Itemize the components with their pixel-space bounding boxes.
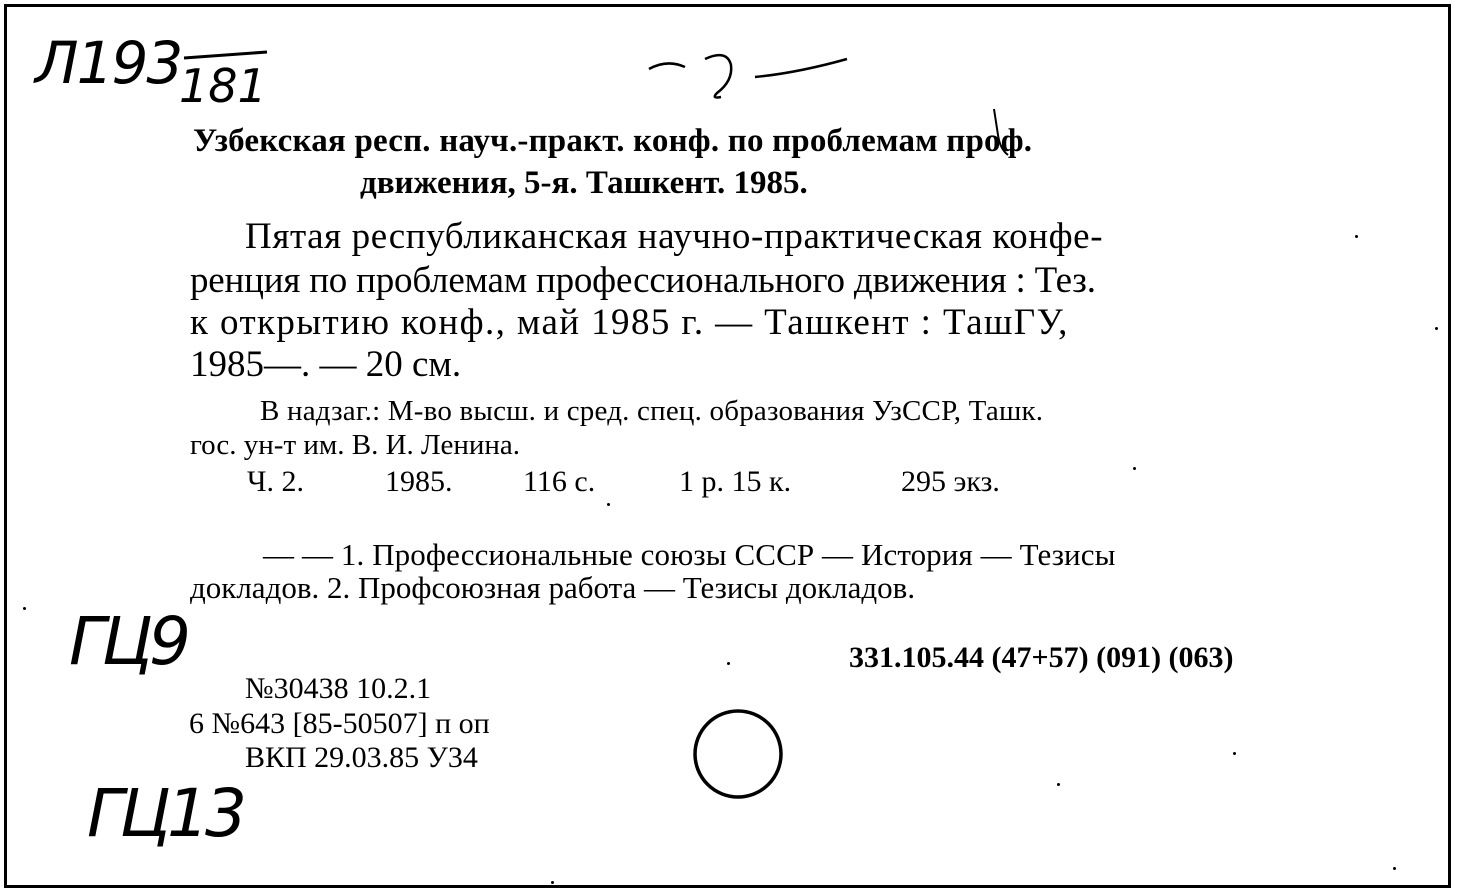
title-line-4: 1985—. — 20 см. bbox=[190, 344, 462, 385]
print-info-line-3: ВКП 29.03.85 У34 bbox=[245, 741, 478, 774]
print-info-line-2: 6 №643 [85-50507] п оп bbox=[189, 707, 490, 740]
scan-speck bbox=[1133, 467, 1136, 470]
heading-line-2: движения, 5-я. Ташкент. 1985. bbox=[360, 165, 808, 201]
heading-line-1: Узбекская респ. науч.-практ. конф. по проблемам проф. bbox=[193, 123, 1033, 159]
print-info-line-1: №30438 10.2.1 bbox=[245, 672, 432, 705]
subjects-line-2: докладов. 2. Профсоюзная работа — Тезисы докладов. bbox=[190, 570, 916, 605]
handwritten-shelf-mark: Л193 bbox=[35, 29, 182, 97]
catalog-card bbox=[4, 4, 1451, 888]
scan-speck bbox=[1435, 327, 1438, 330]
title-line-3: к открытию конф., май 1985 г. — Ташкент : ТашГУ, bbox=[190, 302, 1069, 343]
volume-year: 1985. bbox=[385, 465, 453, 498]
volume-part: Ч. 2. bbox=[247, 465, 304, 498]
classification-index: 331.105.44 (47+57) (091) (063) bbox=[849, 641, 1234, 674]
scan-speck bbox=[1393, 867, 1396, 870]
title-line-1: Пятая республиканская научно-практическая конфе- bbox=[245, 216, 1104, 257]
scan-speck bbox=[607, 503, 610, 506]
handwritten-mark-1: ГЦ9 bbox=[69, 603, 188, 680]
scan-speck bbox=[1057, 783, 1060, 786]
scan-speck bbox=[1233, 752, 1236, 755]
scan-speck bbox=[551, 881, 554, 884]
volume-price: 1 р. 15 к. bbox=[679, 465, 792, 498]
volume-copies: 295 экз. bbox=[901, 465, 1000, 498]
volume-pages: 116 с. bbox=[523, 465, 596, 498]
title-line-2: ренция по проблемам профессионального движения : Тез. bbox=[190, 260, 1096, 301]
handwritten-squiggle bbox=[647, 47, 857, 117]
note-line-2: гос. ун-т им. В. И. Ленина. bbox=[190, 429, 521, 461]
note-line-1: В надзаг.: М-во высш. и сред. спец. образования УзССР, Ташк. bbox=[260, 395, 1044, 427]
circle-mark bbox=[691, 707, 787, 803]
handwritten-mark-2: ГЦ13 bbox=[87, 775, 243, 852]
subjects-line-1: — — 1. Профессиональные союзы СССР — История — Тезисы bbox=[263, 537, 1116, 572]
scan-speck bbox=[727, 662, 730, 665]
scan-speck bbox=[1355, 235, 1358, 238]
scan-speck bbox=[23, 607, 26, 610]
handwritten-shelf-fraction: 181 bbox=[179, 59, 267, 113]
